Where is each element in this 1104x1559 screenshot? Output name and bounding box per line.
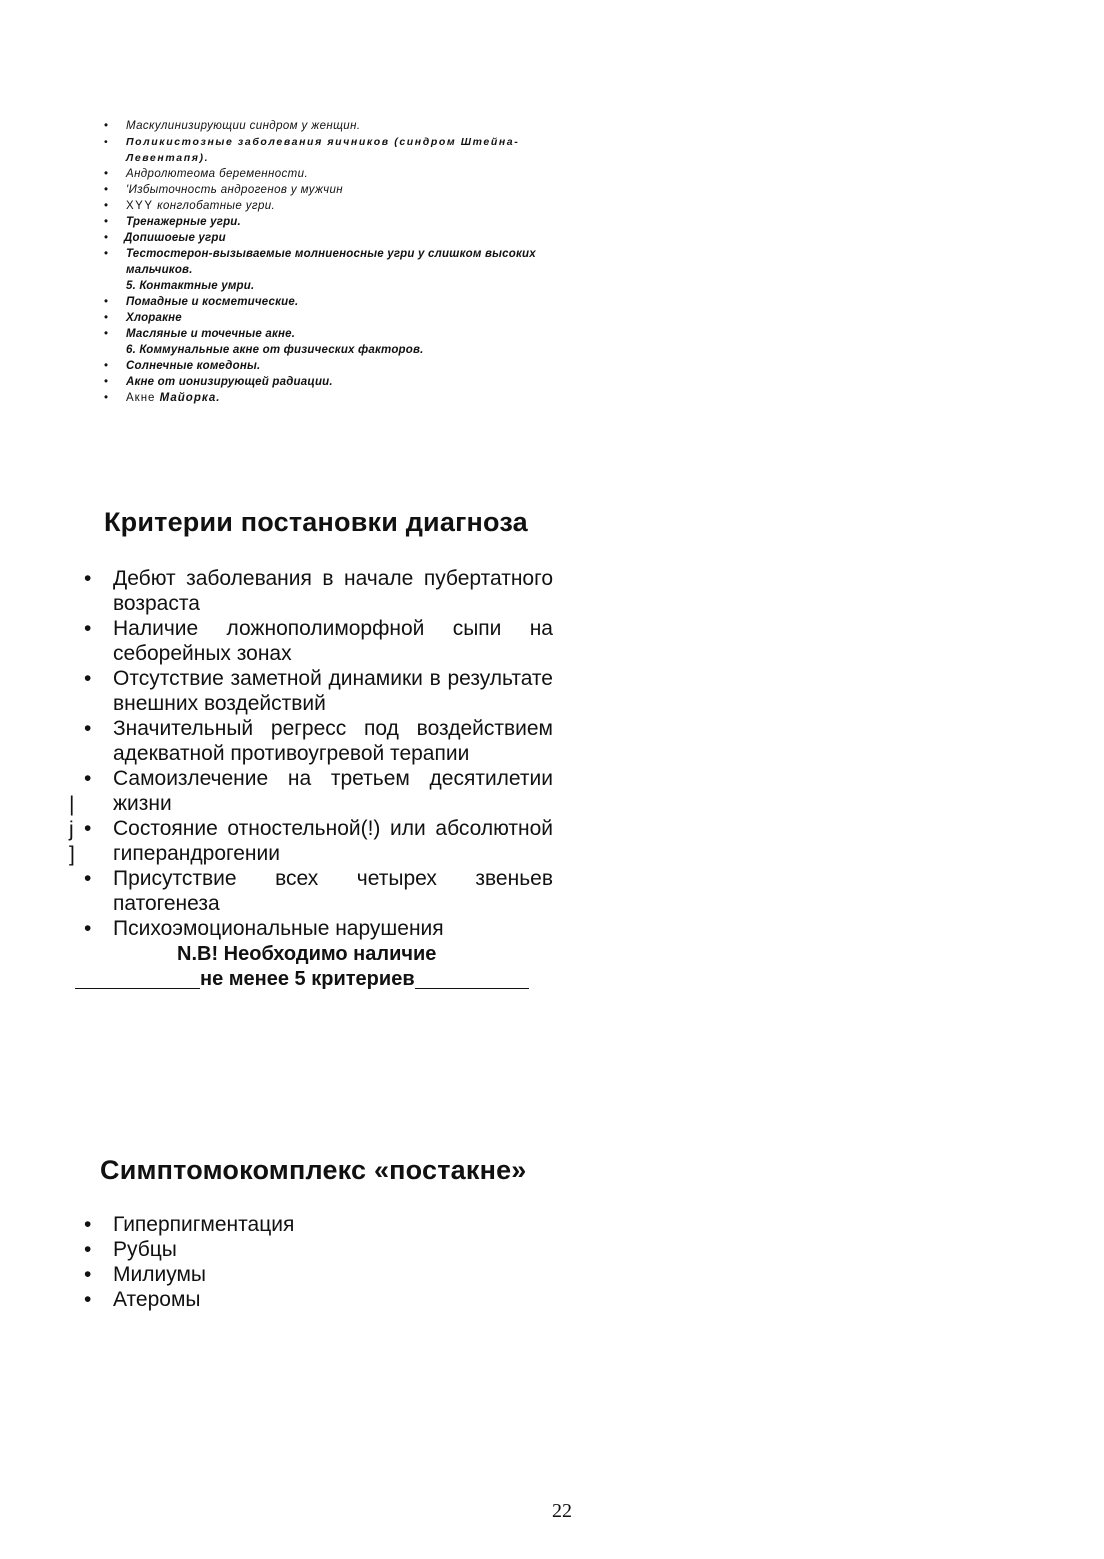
page-number: 22	[552, 1500, 572, 1522]
underline-left	[75, 967, 200, 989]
postacne-heading: Симптомокомплекс «постакне»	[100, 1155, 527, 1185]
criteria-item: • Состояние отностельной(!) или абсолютной гиперандрогении	[84, 817, 553, 865]
list-item: • Допишоеые угри	[104, 232, 226, 244]
postacne-item: • Рубцы	[84, 1238, 177, 1261]
list-item: • Акне от ионизирующей радиации.	[104, 376, 333, 388]
list-item: • Масляные и точечные акне.	[104, 328, 296, 340]
list-item: • Андролютеома беременности.	[104, 168, 309, 180]
criteria-item: • Наличие ложнополиморфной сыпи на себорейных зонах	[84, 617, 553, 665]
list-item: • Тестостерон-вызываемые молниеносные угри у слишком высоких мальчиков.	[104, 248, 536, 276]
list-item: • Хлоракне	[104, 312, 182, 324]
criteria-item: • Дебют заболевания в начале пубертатного возраста	[84, 567, 553, 615]
list-item: 6. Коммунальные акне от физических факторов.	[126, 344, 424, 356]
list-item: • Тренажерные угри.	[104, 216, 241, 228]
criteria-item: • Психоэмоциональные нарушения	[84, 917, 444, 940]
list-item: • Маскулинизирующии синдром у женщин.	[104, 120, 361, 132]
nb-note-line2: не менее 5 критериев	[75, 967, 551, 992]
nb-note-line1: N.B! Необходимо наличие	[177, 943, 437, 965]
list-item: • 'Избыточность андрогенов у мужчин	[104, 184, 343, 196]
margin-mark: |	[69, 793, 75, 816]
margin-mark: ]	[69, 843, 75, 866]
criteria-list	[80, 566, 553, 941]
postacne-item: • Милиумы	[84, 1263, 207, 1286]
list-item: • Помадные и косметические.	[104, 296, 299, 308]
list-item: • Акне Майорка.	[104, 392, 221, 404]
underline-right	[415, 967, 529, 989]
list-item: • XYY конглобатные угри.	[104, 200, 276, 212]
margin-marks	[69, 792, 81, 867]
list-item: • Поликистозные заболевания яичников (синдром Штейна-Левентапя).	[104, 136, 520, 164]
criteria-item: • Самоизлечение на третьем десятилетии жизни	[84, 767, 553, 815]
criteria-item: • Значительный регресс под воздействием адекватной противоугревой терапии	[84, 717, 553, 765]
postacne-list	[80, 1212, 553, 1312]
criteria-heading: Критерии постановки диагноза	[104, 507, 528, 537]
margin-mark: j	[69, 818, 74, 841]
criteria-item: • Отсутствие заметной динамики в результате внешних воздействий	[84, 667, 553, 715]
acne-types-list	[100, 118, 560, 406]
list-item: • Солнечные комедоны.	[104, 360, 261, 372]
postacne-item: • Гиперпигментация	[84, 1213, 295, 1236]
criteria-item: • Присутствие всех четырех звеньев патогенеза	[84, 867, 553, 915]
list-item: 5. Контактные умри.	[126, 280, 255, 292]
postacne-item: • Атеромы	[84, 1288, 201, 1311]
